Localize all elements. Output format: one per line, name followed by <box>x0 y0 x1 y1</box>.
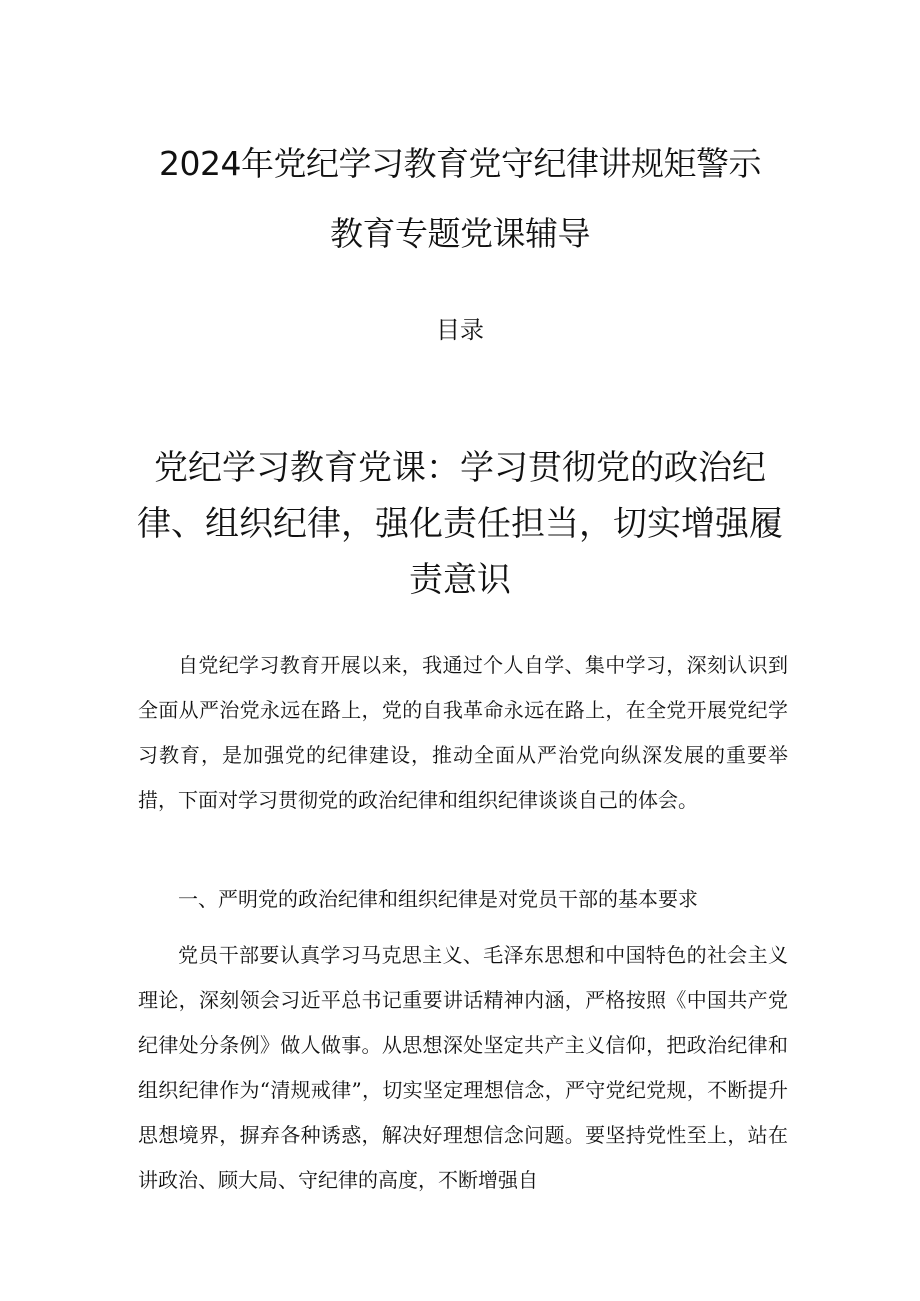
lesson-title: 党纪学习教育党课：学习贯彻党的政治纪律、组织纪律，强化责任担当，切实增强履责意识 <box>137 448 783 600</box>
body-paragraph-1: 自党纪学习教育开展以来，我通过个人自学、集中学习，深刻认识到全面从严治党永远在路上，党的自我革命永远在路上，在全党开展党纪学习教育，是加强党的纪律建设，推动全面从严治党向纵深发展的重要举措，下面对学习贯彻党的政治纪律和组织纪律谈谈自己的体会。 <box>138 653 788 812</box>
document-title-line-1: 2024年党纪学习教育党守纪律讲规矩警示 <box>159 144 761 183</box>
body-paragraph-2: 党员干部要认真学习马克思主义、毛泽东思想和中国特色的社会主义理论，深刻领会习近平总书记重要讲话精神内涵，严格按照《中国共产党纪律处分条例》做人做事。从思想深处坚定共产主义信仰，把政治纪律和组织纪律作为“清规戒律”，切实坚定理想信念，严守党纪党规，不断提升思想境界，摒弃各种诱惑，解决好理想信念问题。要坚持党性至上，站在讲政治、顾大局、守纪律的高度，不断增强自 <box>138 943 788 1192</box>
document-title-line-2: 教育专题党课辅导 <box>330 214 590 253</box>
section-heading-1: 一、严明党的政治纪律和组织纪律是对党员干部的基本要求 <box>178 887 698 911</box>
table-of-contents-label: 目录 <box>436 316 484 344</box>
